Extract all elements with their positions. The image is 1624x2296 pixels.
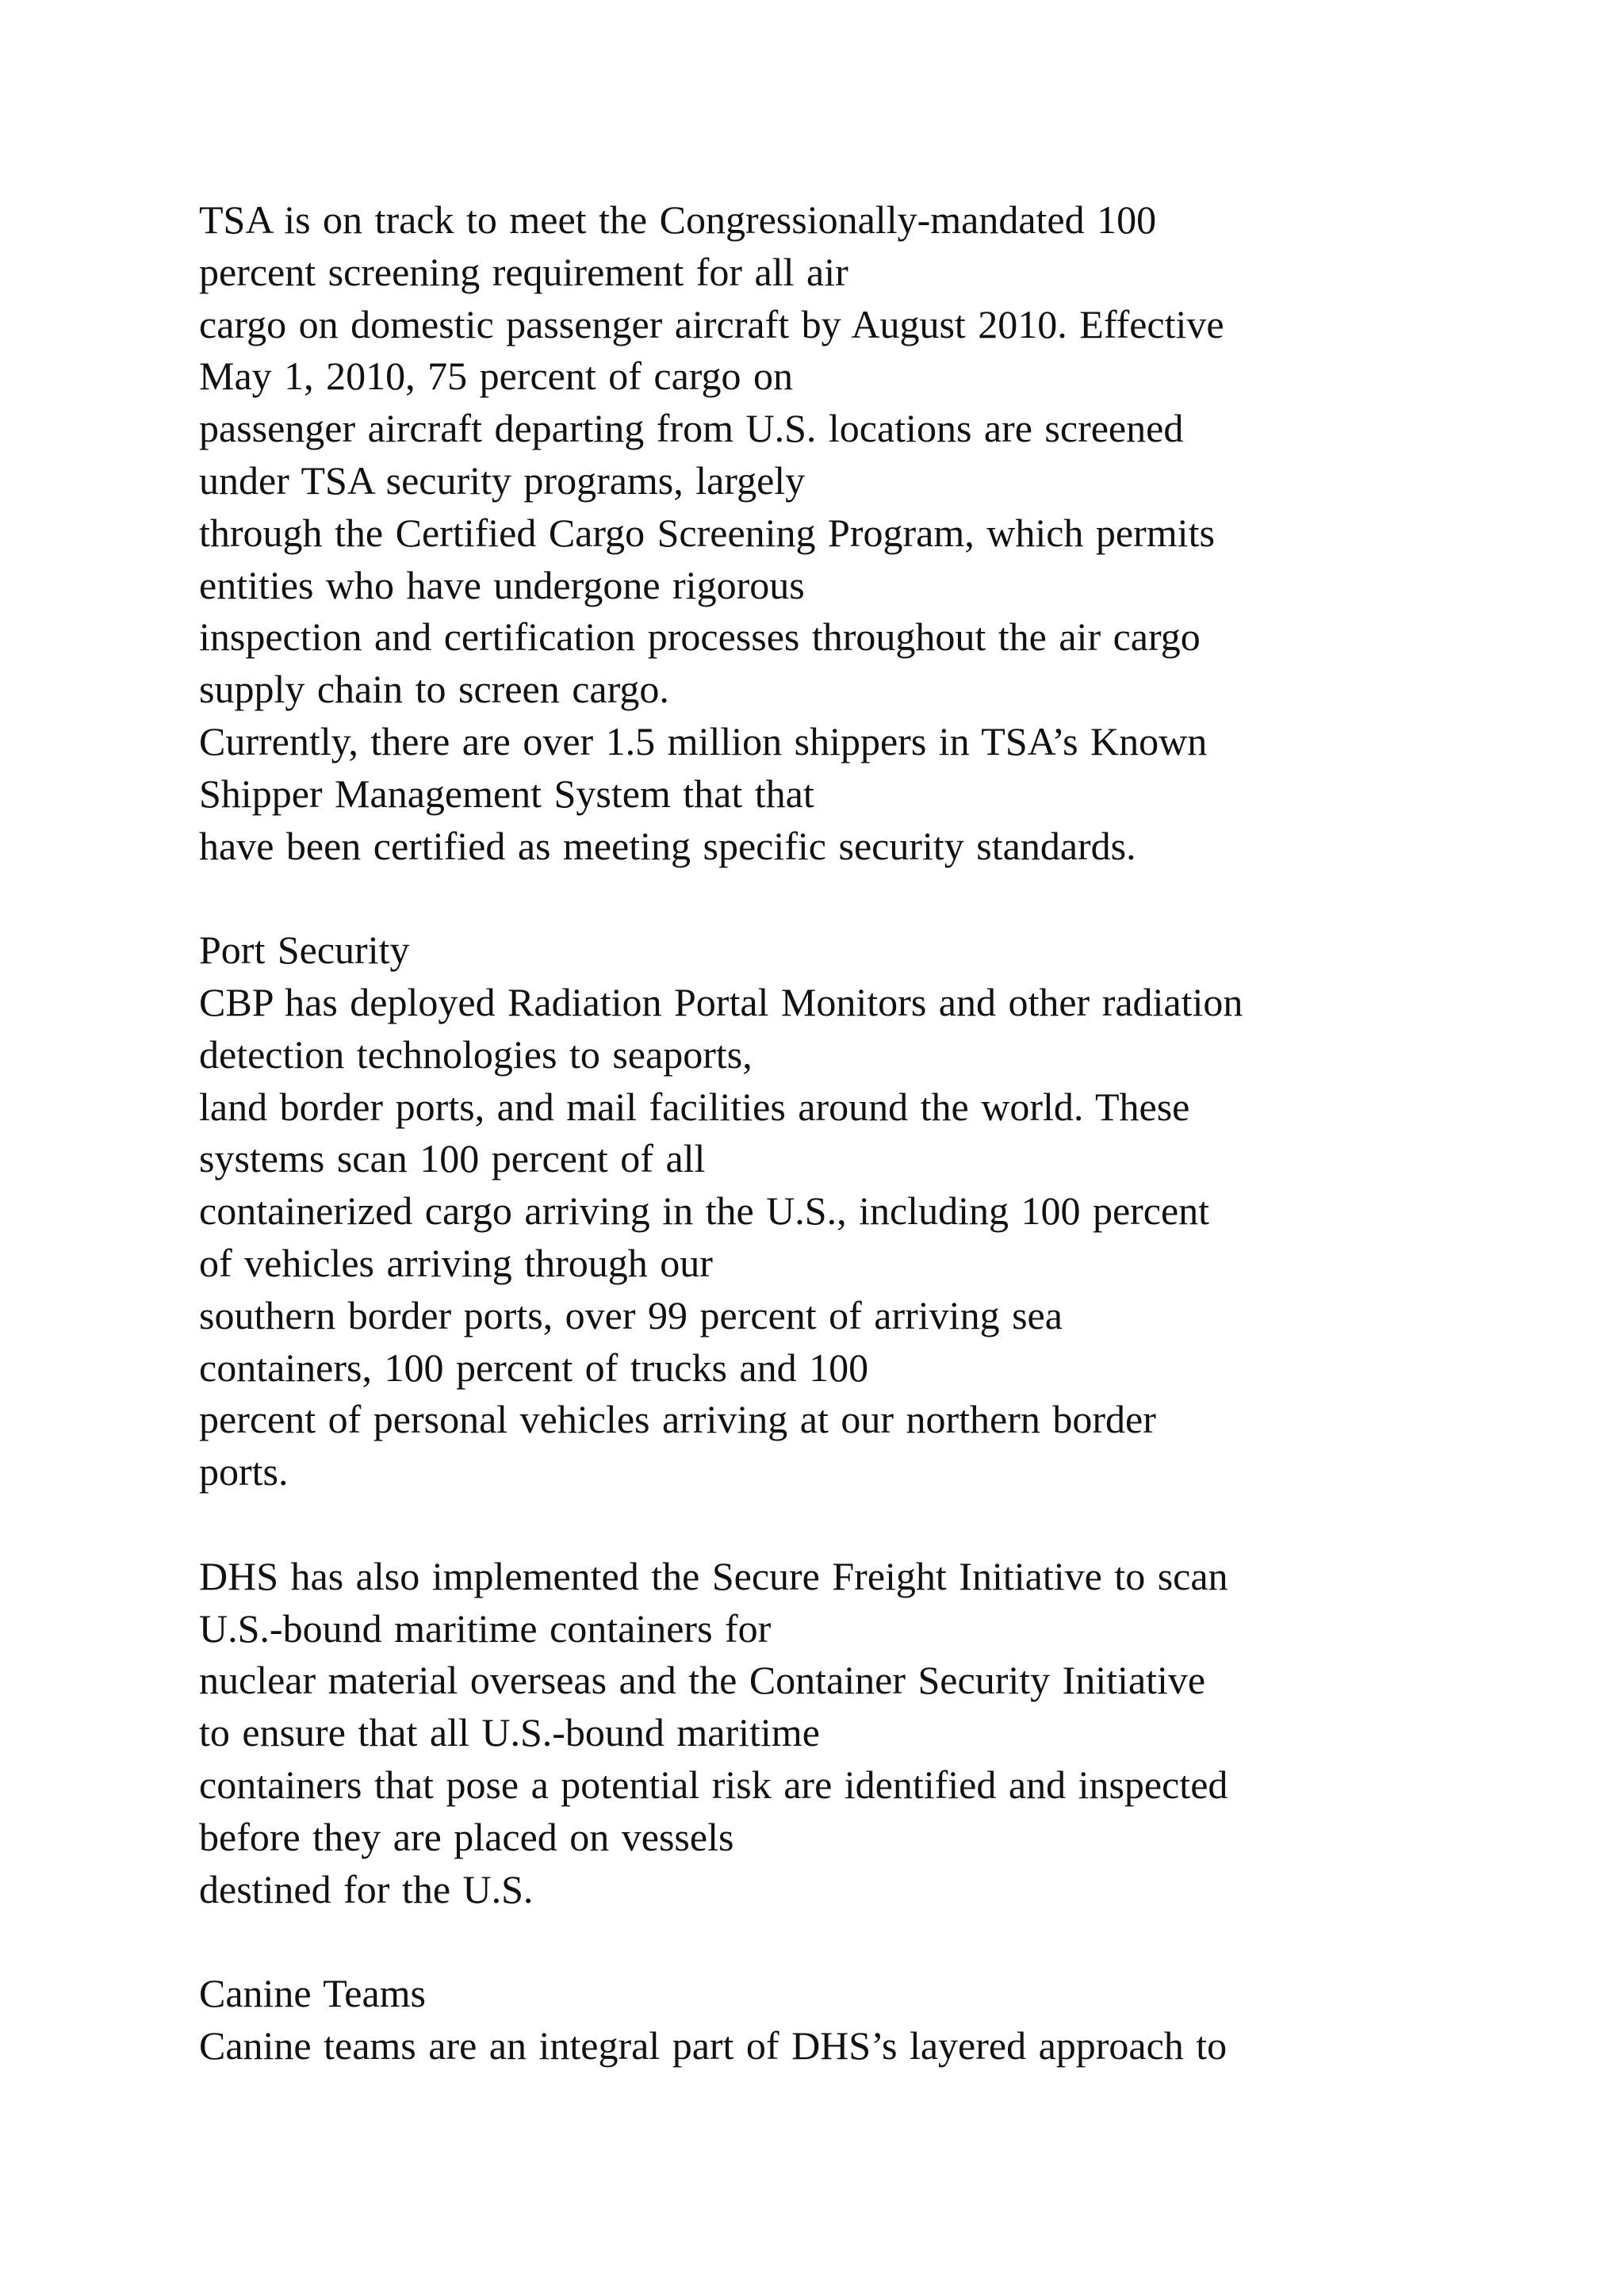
text-line: containerized cargo arriving in the U.S., including 100 percent: [199, 1188, 1210, 1234]
text-line: have been certified as meeting specific security standards.: [199, 823, 1136, 868]
text-line: CBP has deployed Radiation Portal Monitors and other radiation: [199, 979, 1243, 1024]
text-line: Currently, there are over 1.5 million shippers in TSA’s Known: [199, 718, 1208, 763]
paragraph-gap: [199, 1915, 1595, 1968]
text-line: through the Certified Cargo Screening Program, which permits: [199, 510, 1215, 555]
text-line: detection technologies to seaports,: [199, 1031, 753, 1077]
section-heading-canine-teams: Canine Teams: [199, 1971, 427, 2016]
text-line: percent screening requirement for all air: [199, 249, 848, 294]
text-line: before they are placed on vessels: [199, 1814, 734, 1859]
text-line: passenger aircraft departing from U.S. locations are screened: [199, 406, 1184, 451]
text-line: percent of personal vehicles arriving at our northern border: [199, 1397, 1156, 1442]
text-line: ports.: [199, 1449, 289, 1494]
text-line: under TSA security programs, largely: [199, 457, 806, 503]
text-line: systems scan 100 percent of all: [199, 1136, 706, 1181]
text-line: May 1, 2010, 75 percent of cargo on: [199, 354, 794, 399]
text-line: to ensure that all U.S.-bound maritime: [199, 1710, 820, 1755]
text-line: containers, 100 percent of trucks and 100: [199, 1345, 869, 1390]
text-line: containers that pose a potential risk are identified and inspected: [199, 1762, 1228, 1807]
text-line: entities who have undergone rigorous: [199, 562, 805, 607]
text-line: inspection and certification processes throughout the air cargo: [199, 614, 1201, 660]
text-line: cargo on domestic passenger aircraft by August 2010. Effective: [199, 301, 1224, 346]
text-line: destined for the U.S.: [199, 1866, 534, 1911]
text-line: Shipper Management System that that: [199, 771, 814, 816]
text-line: land border ports, and mail facilities around the world. These: [199, 1084, 1190, 1129]
text-line: U.S.-bound maritime containers for: [199, 1605, 772, 1651]
text-line: Canine teams are an integral part of DHS’s layered approach to: [199, 2022, 1228, 2068]
paragraph-gap: [199, 872, 1595, 924]
text-line: DHS has also implemented the Secure Freight Initiative to scan: [199, 1553, 1228, 1598]
document-body: [199, 194, 1595, 2072]
paragraph-gap: [199, 1498, 1595, 1551]
section-heading-port-security: Port Security: [199, 928, 410, 973]
text-line: of vehicles arriving through our: [199, 1240, 713, 1285]
text-line: nuclear material overseas and the Container Security Initiative: [199, 1658, 1206, 1703]
text-line: supply chain to screen cargo.: [199, 667, 669, 712]
text-line: southern border ports, over 99 percent of arriving sea: [199, 1292, 1063, 1337]
text-line: TSA is on track to meet the Congressionally-mandated 100: [199, 197, 1157, 242]
